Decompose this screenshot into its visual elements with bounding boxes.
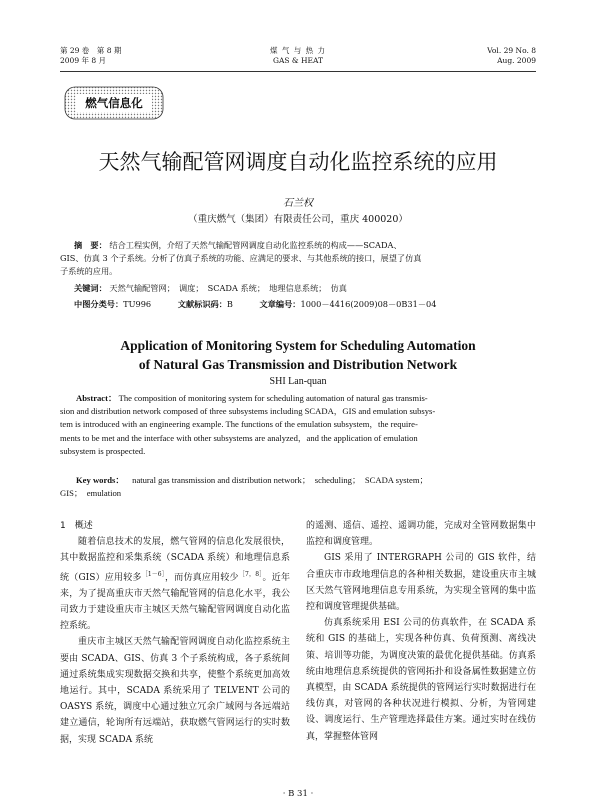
classification-line bbox=[60, 298, 536, 311]
abstract-cn bbox=[60, 239, 536, 278]
paragraph-text: ，而仿真应用较少 bbox=[165, 572, 239, 583]
page-number: · B 31 · bbox=[282, 789, 314, 799]
title-en-line: of Natural Gas Transmission and Distribution Network bbox=[138, 357, 458, 372]
body-left-column bbox=[60, 518, 290, 748]
citation: ［1－6］ bbox=[141, 570, 165, 578]
keywords-cn-label: 关键词： bbox=[74, 283, 107, 293]
section-heading: 1 概述 bbox=[60, 521, 93, 531]
date-cn: 2009 年 8 月 bbox=[60, 56, 107, 65]
doc-code-label: 文献标识码： bbox=[177, 299, 227, 309]
abstract-cn-text: 结合工程实例，介绍了天然气输配管网调度自动化监控系统的构成——SCADA、 bbox=[109, 240, 402, 250]
keywords-en bbox=[60, 474, 536, 500]
title-en-line: Application of Monitoring System for Scheduling Automation bbox=[120, 338, 476, 353]
paragraph: 重庆市主城区天然气输配管网调度自动化监控系统主要由 SCADA、GIS、仿真 3 个子系统构成，各子系统间通过系统集成实现数据交换和共享，使整个系统更加高效地运行。其中，SCADA 系统采用了 TELVENT 公司的 OASYS 系统，调度中心通过独立冗余广域网与各远端站建立通信，轮询所有远端站，获取燃气管网运行的实时数据，实现 SCADA 系统 bbox=[60, 637, 290, 745]
clc-label: 中图分类号： bbox=[74, 299, 124, 309]
paragraph: 的遥测、遥信、遥控、遥调功能，完成对全管网数据集中监控和调度管理。 bbox=[306, 521, 536, 548]
column-badge bbox=[64, 86, 164, 120]
volume-issue-cn: 第 29 卷 第 8 期 bbox=[60, 46, 122, 55]
column-label: 燃气信息化 bbox=[85, 96, 143, 110]
keywords-en-line: GIS； emulation bbox=[60, 488, 122, 499]
abstract-cn-line: 子系统的应用。 bbox=[60, 266, 118, 276]
paragraph bbox=[60, 534, 290, 634]
keywords-en-label: Key words： bbox=[76, 475, 124, 485]
abstract-en-text: The composition of monitoring system for scheduling automation of natural gas transmis- bbox=[118, 393, 428, 403]
journal-name-en: GAS & HEAT bbox=[272, 56, 323, 65]
paragraph: GIS 采用了 INTERGRAPH 公司的 GIS 软件，结合重庆市市政地理信息的各种相关数据，建设重庆市主城区天然气管网地理信息专用系统，为实现全管网的集中监控和调度管理提供基础。 bbox=[306, 553, 536, 613]
paragraph: 仿真系统采用 ESI 公司的仿真软件，在 SCADA 系统和 GIS 的基础上，实现各种仿真、负荷预测、离线决策、培训等功能，为调度决策的最优化提供基础。仿真系统由地理信息系统提供的管网拓扑和设备属性数据建立仿真模型，由 SCADA 系统提供的管网运行实时数据进行在线仿真，对管网的各种状况进行模拟、分析，为管网建设、调度运行、生产管理选择最佳方案。通过实时在线仿真，掌握整体管网 bbox=[306, 618, 536, 742]
article-title-cn: 天然气输配管网调度自动化监控系统的应用 bbox=[98, 150, 498, 174]
abstract-cn-line bbox=[60, 239, 536, 252]
abstract-en-line bbox=[60, 392, 536, 405]
journal-name-cn: 煤 气 与 热 力 bbox=[269, 46, 327, 55]
keywords-cn bbox=[60, 282, 536, 295]
article-no-value: 1000－4416(2009)08－0B31－04 bbox=[300, 299, 437, 309]
article-title-en bbox=[0, 336, 596, 374]
citation: ［7，8］ bbox=[238, 570, 263, 578]
volume-issue-en: Vol. 29 No. 8 bbox=[487, 46, 536, 55]
keywords-en-text: natural gas transmission and distribution network； scheduling； SCADA system； bbox=[132, 475, 429, 485]
body-right-column bbox=[306, 518, 536, 745]
abstract-en bbox=[60, 392, 536, 458]
abstract-cn-label: 摘 要： bbox=[74, 240, 107, 250]
keywords-en-line bbox=[60, 474, 536, 487]
article-no-label: 文章编号： bbox=[259, 299, 301, 309]
paragraph-text: 。近年来，为了提高重庆市天然气输配管网的信息化水平，我公司致力于建设重庆市主城区天然气输配管网调度自动化监控系统。 bbox=[60, 572, 290, 632]
header-rule bbox=[60, 71, 536, 72]
abstract-en-label: Abstract： bbox=[76, 393, 117, 403]
abstract-en-line: ments to be met and the interface with other subsystems are analyzed，and the application of emulation bbox=[60, 432, 418, 443]
abstract-en-line: sion and distribution network composed of three subsystems including SCADA，GIS and emulation subsys- bbox=[60, 406, 436, 417]
abstract-en-line: subsystem is prospected. bbox=[60, 445, 146, 456]
abstract-cn-line: GIS、仿真 3 个子系统。分析了仿真子系统的功能、应满足的要求、与其他系统的接口，展望了仿真 bbox=[60, 253, 422, 263]
paragraph-text: 随着信息技术的发展，燃气管网的信息化发展很快，其中数据监控和采集系统（SCADA 系统）和地理信息系统（GIS）应用较多 bbox=[60, 537, 290, 583]
doc-code-value: B bbox=[226, 299, 233, 309]
keywords-cn-text: 天然气输配管网； 调度； SCADA 系统； 地理信息系统； 仿真 bbox=[109, 283, 347, 293]
clc-value: TU996 bbox=[123, 299, 152, 309]
running-header-right bbox=[487, 46, 536, 66]
abstract-en-line: tem is introduced with an engineering example. The functions of the emulation subsystem，the require- bbox=[60, 419, 418, 430]
author-cn: 石兰权 bbox=[283, 198, 313, 209]
author-en: SHI Lan-quan bbox=[269, 376, 327, 387]
affiliation-cn: （重庆燃气（集团）有限责任公司，重庆 400020） bbox=[188, 214, 408, 225]
date-en: Aug. 2009 bbox=[497, 56, 536, 65]
